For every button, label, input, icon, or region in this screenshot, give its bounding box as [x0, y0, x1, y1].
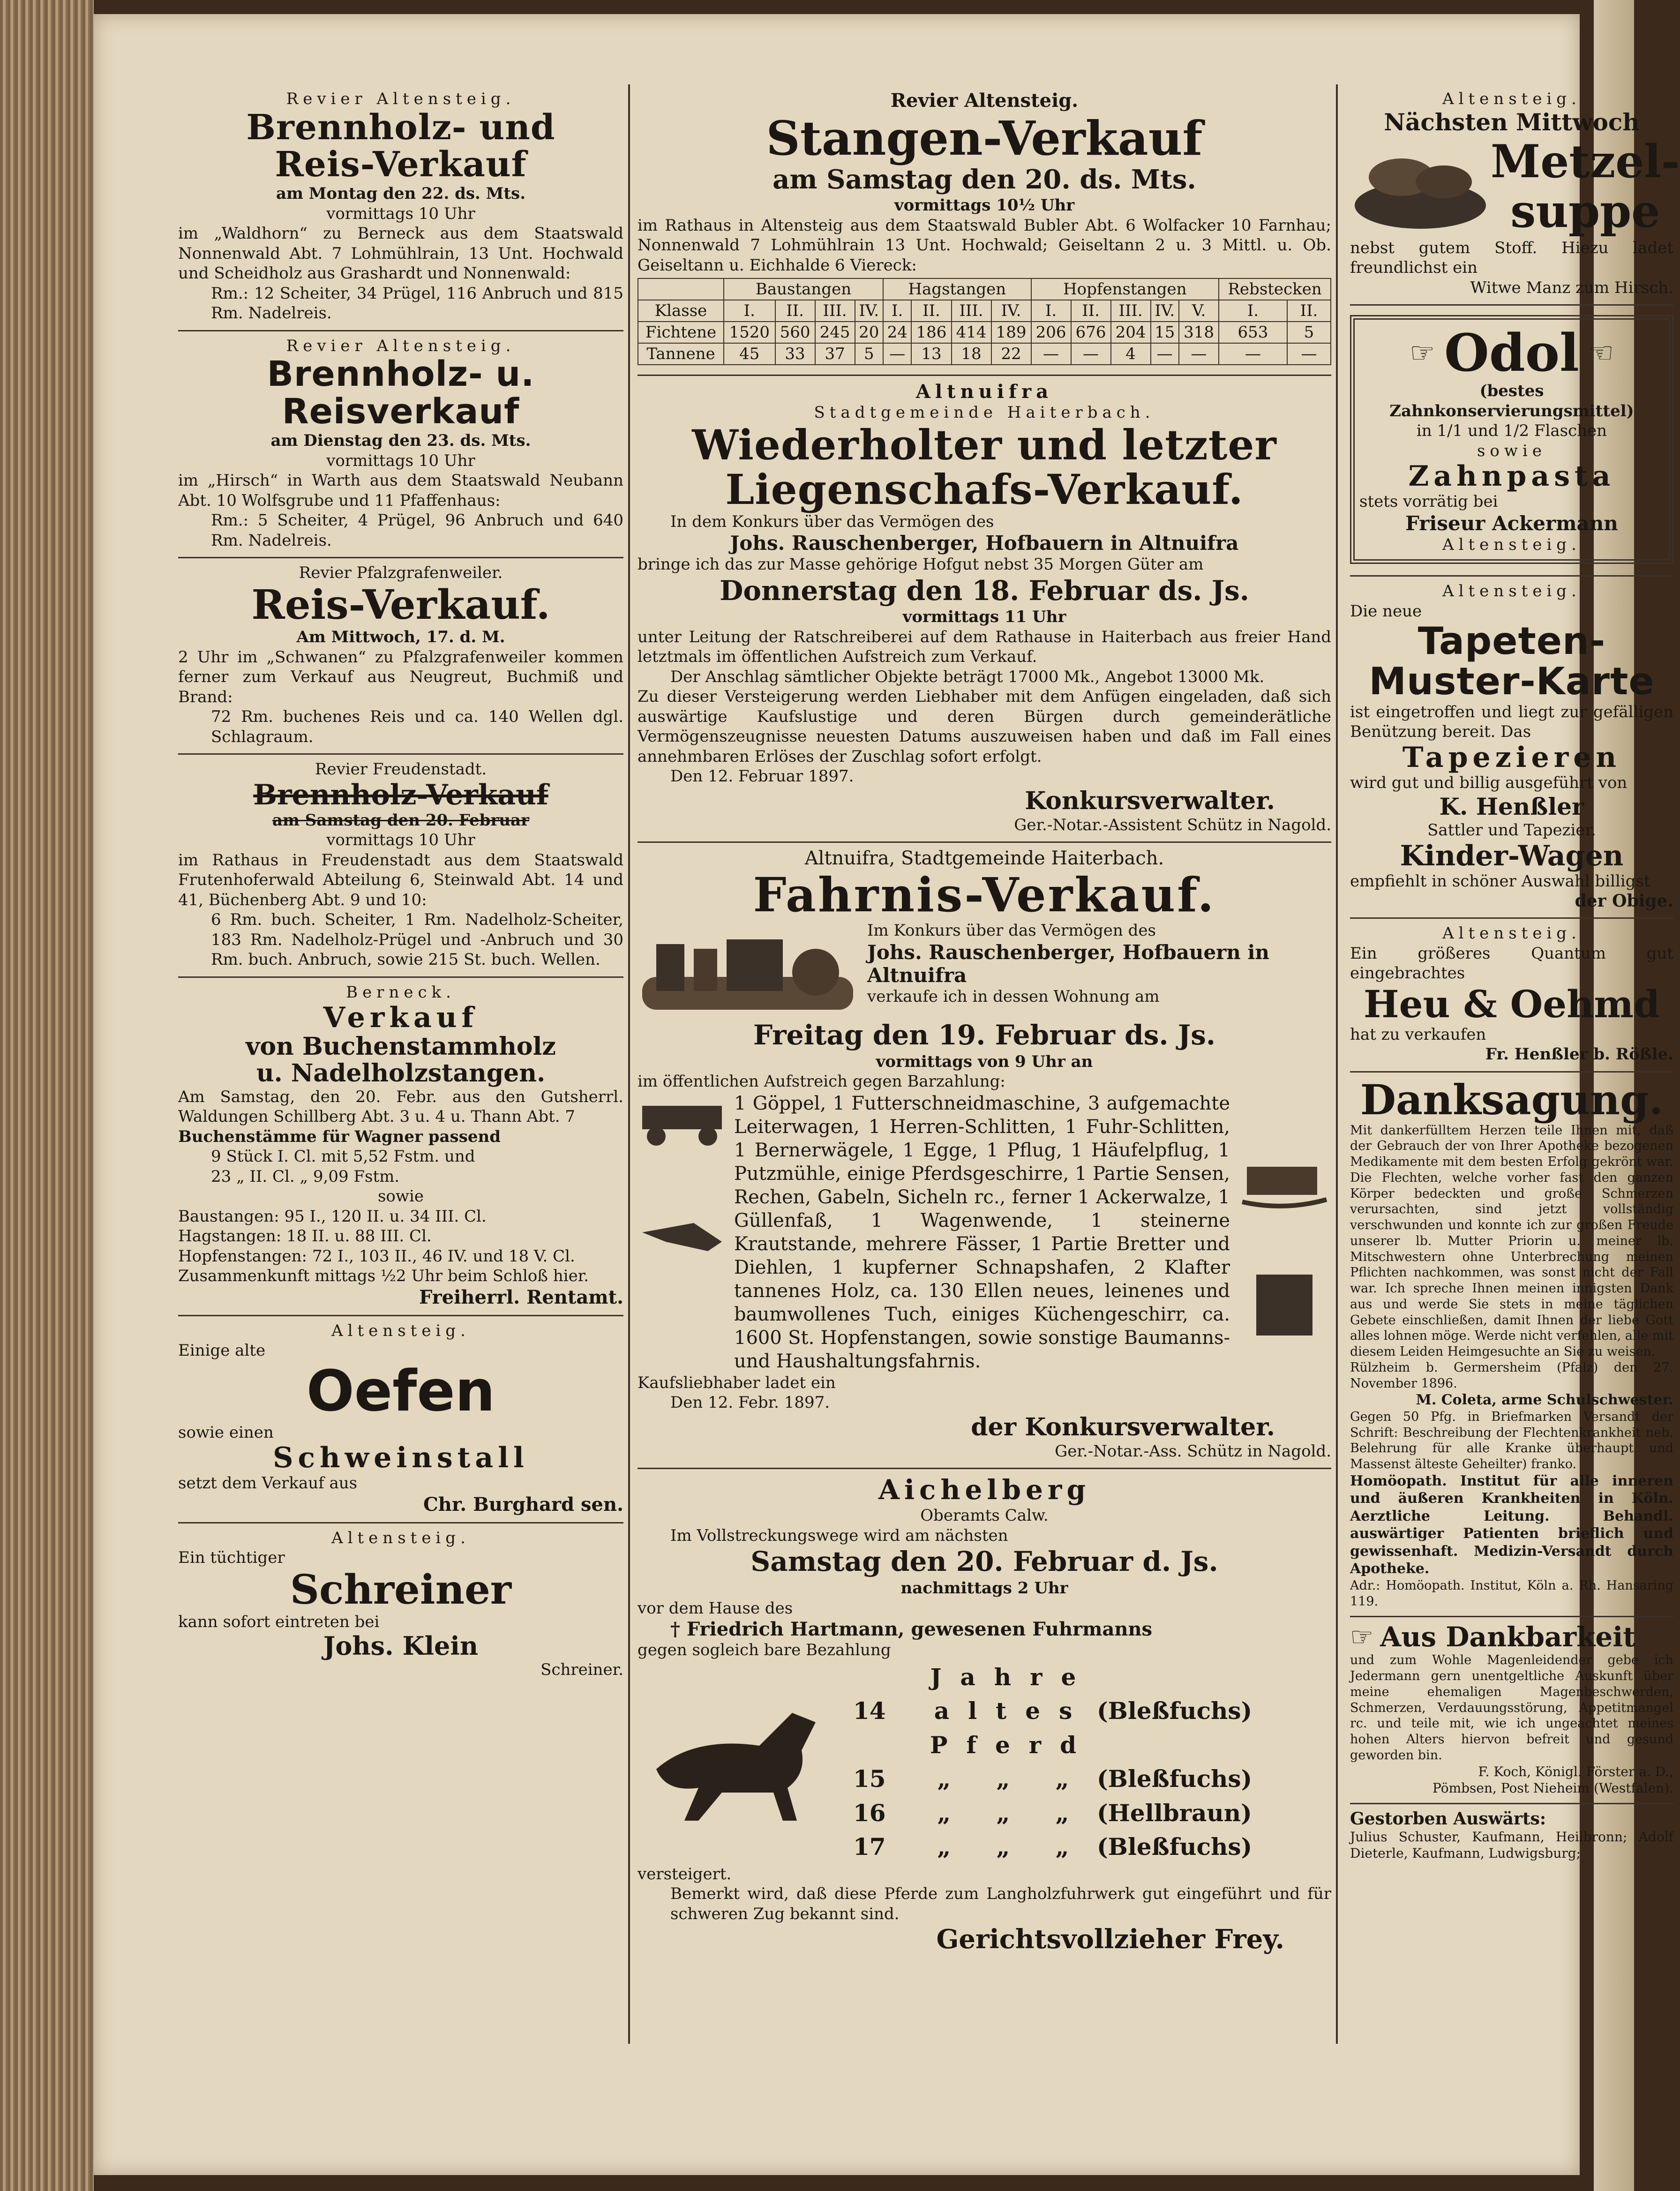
- ad-title: u. Nadelholzstangen.: [256, 1059, 546, 1088]
- ad-brennholz-freudenstadt: [178, 755, 623, 978]
- table-cell: 414: [952, 322, 991, 343]
- ad-title: Brennholz- u.: [267, 354, 535, 395]
- ad-danksagung: [1350, 1073, 1673, 1618]
- ad-place: Altensteig.: [1442, 535, 1581, 554]
- ad-subtitle: Oberamts Calw.: [920, 1506, 1049, 1525]
- ad-date: am Montag den 22. ds. Mts.: [276, 184, 526, 203]
- ad-place: Altensteig.: [1442, 90, 1581, 108]
- table-corner-cell: [638, 278, 724, 300]
- ad-text: Ein tüchtiger: [178, 1548, 285, 1568]
- ad-title: Reisverkauf: [282, 391, 520, 432]
- sausage-bowl-illustration: [1350, 135, 1491, 238]
- ad-title: Reis-Verkauf.: [251, 581, 550, 629]
- table-class-header: IV.: [855, 300, 883, 322]
- ad-role: Schreiner.: [540, 1660, 623, 1680]
- ad-heu-oehmd: [1350, 919, 1673, 1073]
- table-cell: —: [1219, 343, 1287, 365]
- table-cell: 33: [775, 343, 815, 365]
- ad-date: Am Mittwoch, 17. d. M.: [296, 628, 505, 647]
- table-class-header: IV.: [1151, 300, 1179, 322]
- table-group-header: Baustangen: [724, 278, 883, 300]
- plow-illustration: [638, 1204, 727, 1256]
- ad-place: Revier Altensteig.: [286, 336, 516, 355]
- ad-text: Der Anschlag sämtlicher Objekte beträgt 17000 Mk., Angebot 13000 Mk.: [670, 667, 1265, 686]
- table-group-header: Hopfenstangen: [1031, 278, 1219, 300]
- ad-line: 9 Stück I. Cl. mit 5,52 Fstm. und: [211, 1147, 475, 1166]
- ad-text: Ein größeres Quantum gut eingebrachtes: [1350, 944, 1673, 983]
- ad-text: 2 Uhr im „Schwanen“ zu Pfalzgrafenweiler kommen ferner zum Verkauf aus Neugreut, Buchmiß und Brand:: [178, 647, 623, 706]
- column-rule: [628, 84, 630, 2044]
- ad-text: In dem Konkurs über das Vermögen des: [670, 512, 994, 531]
- ad-tapeten: [1350, 577, 1673, 919]
- ad-text: sowie einen: [178, 1423, 274, 1442]
- ad-role: Sattler und Tapezier.: [1427, 821, 1596, 840]
- ad-signature: Konkursverwalter.: [1025, 786, 1275, 815]
- ad-text: kann sofort eintreten bei: [178, 1613, 380, 1632]
- table-group-header: Rebstecken: [1219, 278, 1331, 300]
- sleigh-illustration: [1238, 1157, 1331, 1214]
- ad-subtitle: Stadtgemeinde Haiterbach.: [814, 403, 1155, 422]
- ad-text: sowie: [1477, 441, 1546, 460]
- ad-title: Brennholz-Verkauf: [253, 778, 548, 811]
- ad-address: Adr.: Homöopath. Institut, Köln a. Rh. Hansaring 119.: [1350, 1578, 1673, 1609]
- ad-text: Bemerkt wird, daß diese Pferde zum Langholzfuhrwerk gut eingeführt und für schweren Zug bekannt sind.: [670, 1884, 1331, 1923]
- table-cell: 45: [724, 343, 775, 365]
- table-cell: 4: [1111, 343, 1151, 365]
- ad-item-list: 1 Göppel, 1 Futterschneidmaschine, 3 aufgemachte Leiterwagen, 1 Herren-Schlitten, 1 Fuhr-Schlitten, 1 Bernerwägele, 1 Egge, 1 Pflug, 1 Häufelpflug, 1 Putzmühle, einige Pferdsgeschirre, 1 Partie Sensen, Rechen, Gabeln, Sicheln rc., ferner 1 Ackerwalze, 1 Güllenfaß, 1 Wagenwende, 1 steinerne Krautstande, mehrere Fässer, 1 Partie Bretter und Diehlen, 1 kupferner Schnapshafen, 2 Klafter tannenes Holz, ca. 130 Ellen neues, leinenes und baumwollenes Tuch, einiges Küchengeschirr, ca. 1600 St. Hopfenstangen, sowie sonstige Baumanns- und Haushaltungsfahrnis.: [734, 1092, 1230, 1372]
- ad-place: Revier Altensteig.: [286, 90, 516, 108]
- horse-color: (Bleßfuchs): [1097, 1697, 1252, 1725]
- ad-title: Danksagung.: [1360, 1075, 1664, 1124]
- ad-title: Stangen-Verkauf: [766, 111, 1203, 166]
- table-cell: —: [1151, 343, 1179, 365]
- ad-text: in 1/1 und 1/2 Flaschen: [1416, 421, 1607, 440]
- ad-subtitle: (bestes Zahnkonservierungsmittel): [1389, 382, 1634, 420]
- ad-text: stets vorrätig bei: [1359, 492, 1498, 511]
- newspaper-page: [94, 14, 1680, 2175]
- table-class-header: II.: [911, 300, 951, 322]
- horse-row: [853, 1660, 1331, 1763]
- right-column: [1350, 84, 1680, 2044]
- ad-text: Gegen 50 Pfg. in Briefmarken Versandt der Schrift: Beschreibung der Flechtenkrankheit neb. Belehrung für alle Kranke überhaupt und Massenst älteste Geheilter) franko.: [1350, 1409, 1673, 1472]
- ad-line: Hagstangen: 18 II. u. 88 III. Cl.: [178, 1227, 432, 1246]
- ad-title: Zahnpasta: [1408, 460, 1615, 493]
- ad-title: Verkauf: [323, 1001, 479, 1035]
- table-class-header: I.: [724, 300, 775, 322]
- table-cell: —: [1031, 343, 1071, 365]
- table-cell: 5: [855, 343, 883, 365]
- ad-detail: 6 Rm. buch. Scheiter, 1 Rm. Nadelholz-Scheiter, 183 Rm. Nadelholz-Prügel und -Anbruch und 30 Rm. buch. Anbruch, sowie 215 St. buch. Wellen.: [211, 910, 623, 969]
- ad-text: nebst gutem Stoff. Hiezu ladet freundlichst ein: [1350, 238, 1673, 277]
- ad-date: Donnerstag den 18. Februar ds. Js.: [720, 574, 1249, 607]
- ad-place: Altensteig.: [331, 1528, 470, 1547]
- ad-text: ist eingetroffen und liegt zur gefälligen Benützung bereit. Das: [1350, 702, 1673, 742]
- ad-text: setzt dem Verkauf aus: [178, 1474, 358, 1493]
- ad-title: Fahrnis-Verkauf.: [753, 867, 1216, 923]
- ad-title: Tapezieren: [1402, 741, 1621, 774]
- ad-title: Tapeten-: [1418, 619, 1606, 663]
- table-cell: 189: [991, 322, 1031, 343]
- ad-signature: F. Koch, Königl. Förster a. D.,: [1478, 1763, 1673, 1779]
- ad-signature: Fr. Henßler b. Rößle.: [1485, 1045, 1673, 1064]
- ad-signature: der Obige.: [1575, 891, 1673, 911]
- horse-row: [853, 1796, 1331, 1831]
- ad-title: suppe: [1510, 184, 1660, 238]
- ad-dateline: Den 12. Februar 1897.: [670, 767, 854, 786]
- wagon-illustration: [638, 1096, 727, 1148]
- ad-text: im Rathaus in Altensteig aus dem Staatswald Bubler Abt. 6 Wolfacker 10 Farnhau; Nonnenwald 7 Lohmühlrain 13 Unt. Hochwald; Geiseltann 2 u. 3 Mittl. u. Ob. Geiseltann u. Eichhalde 6 Viereck:: [638, 216, 1331, 275]
- ad-text: verkaufe ich in dessen Wohnung am: [867, 987, 1160, 1006]
- table-cell: 13: [911, 343, 951, 365]
- ad-pferde-versteigerung: [638, 1469, 1331, 1961]
- ad-date: Freitag den 19. Februar ds. Js.: [753, 1019, 1216, 1051]
- ad-place: Berneck.: [346, 983, 456, 1002]
- ad-text: im „Waldhorn“ zu Berneck aus dem Staatswald Nonnenwald Abt. 7 Lohmühlrain, 13 Unt. Hochwald und Scheidholz aus Grashardt und Nonnenwald:: [178, 224, 623, 283]
- ad-signature: Freiherrl. Rentamt.: [419, 1286, 623, 1308]
- ad-signature-role: Ger.-Notar.-Ass. Schütz in Nagold.: [1055, 1441, 1331, 1461]
- table-class-header: IV.: [991, 300, 1031, 322]
- horse-age: 15: [853, 1765, 886, 1793]
- ad-title: Schreiner: [290, 1566, 512, 1613]
- horse-color: (Bleßfuchs): [1097, 1833, 1252, 1861]
- table-cell: 5: [1287, 322, 1331, 343]
- ad-signature: Gerichtsvollzieher Frey.: [936, 1924, 1284, 1955]
- ad-text: hat zu verkaufen: [1350, 1025, 1486, 1044]
- ad-text: Einige alte: [178, 1341, 266, 1360]
- ad-text: empfiehlt in schöner Auswahl billigst: [1350, 871, 1650, 891]
- ad-line: 23 „ II. Cl. „ 9,09 Fstm.: [211, 1167, 400, 1186]
- ad-place: Altensteig.: [1442, 924, 1581, 943]
- table-cell: 318: [1179, 322, 1219, 343]
- pointing-hand-icon: ☜: [1588, 336, 1614, 369]
- ad-text: bringe ich das zur Masse gehörige Hofgut nebst 35 Morgen Güter am: [638, 555, 1204, 574]
- horse-desc: „ „ „: [937, 1765, 1088, 1793]
- ad-title: Reis-Verkauf: [275, 144, 527, 185]
- pointing-hand-icon: ☞: [1350, 1622, 1374, 1653]
- ad-title: Odol: [1444, 323, 1579, 383]
- table-row: [638, 343, 1331, 365]
- ad-name: K. Henßler: [1439, 793, 1584, 821]
- ad-name: Johs. Klein: [323, 1630, 479, 1661]
- ad-text: Kaufsliebhaber ladet ein: [638, 1373, 836, 1392]
- table-cell: 1520: [724, 322, 775, 343]
- ad-text: Mit dankerfülltem Herzen teile Ihnen mit, daß der Gebrauch der von Ihrer Apotheke bezogenen Medikamente mit dem besten Erfolg gekrönt war. Die Flechten, welche vorher fast den ganzen Körper bedeckten und große Schmerzen verursachten, sind jetzt vollständig verschwunden und konnte ich zur großen Freude unserer lb. Mutter Priorin u. meiner lb. Mitschwestern ohne Unterbrechung meinen Pflichten nachkommen, was sonst nicht der Fall war. Ich spreche Ihnen meinen innigsten Dank aus und werde Sie stets in meine täglichen Gebete einschließen, damit Ihnen der liebe Gott alles lohnen möge. Werde nicht verfehlen, alle mit diesem Leiden Heimgesuchte an Sie zu weisen.: [1350, 1123, 1673, 1359]
- ad-liegenschaft: [638, 376, 1331, 843]
- table-cell: 186: [911, 322, 951, 343]
- ad-title: Oefen: [306, 1358, 495, 1424]
- ad-name: Johs. Rauschenberger, Hofbauern in Altnuifra: [730, 532, 1239, 555]
- ad-reis-verkauf: [178, 558, 623, 755]
- pointing-hand-icon: ☞: [1410, 336, 1435, 369]
- ad-signature: Witwe Manz zum Hirsch.: [1470, 278, 1673, 297]
- ad-schreiner: [178, 1523, 623, 1687]
- ad-time: nachmittags 2 Uhr: [900, 1579, 1068, 1598]
- ad-name: Johs. Rauschenberger, Hofbauern in Altnuifra: [867, 940, 1269, 987]
- table-cell: —: [1179, 343, 1219, 365]
- ad-brennholz-montag: [178, 84, 623, 331]
- ad-text: im öffentlichen Aufstreich gegen Barzahlung:: [638, 1072, 1005, 1091]
- table-row-header: Klasse: [638, 300, 724, 322]
- left-column: [178, 84, 623, 2044]
- table-cell: 560: [775, 322, 815, 343]
- horse-list: [853, 1660, 1331, 1864]
- horse-color: (Bleßfuchs): [1097, 1765, 1252, 1793]
- ad-date: am Samstag den 20. ds. Mts.: [772, 164, 1196, 195]
- ad-time: vormittags 10 Uhr: [326, 831, 475, 850]
- table-class-header: I.: [1219, 300, 1287, 322]
- table-row-label: Fichtene: [638, 322, 724, 343]
- ad-text: und zum Wohle Magenleidender gebe ich Jedermann gern unentgeltliche Auskunft über meine ehemaligen Magenbeschwerden, Schmerzen, Verdauungsstörung, Appetitmangel rc. und teile mit, wie ich ungeachtet meines hohen Alters hiervon befreit und gesund geworden bin.: [1350, 1653, 1673, 1763]
- ad-title: Brennholz- und: [246, 107, 555, 148]
- ad-stangen-verkauf: [638, 84, 1331, 376]
- ad-oefen: [178, 1316, 623, 1523]
- horse-illustration: [638, 1694, 844, 1830]
- ad-title: Nächsten Mittwoch: [1384, 108, 1640, 136]
- ad-place: Revier Pfalzgrafenweiler.: [299, 563, 503, 583]
- table-class-header: II.: [1287, 300, 1331, 322]
- ad-name: † Friedrich Hartmann, gewesenen Fuhrmanns: [670, 1618, 1153, 1641]
- table-cell: —: [883, 343, 911, 365]
- ad-title: von Buchenstammholz: [246, 1032, 556, 1061]
- ad-dateline: Rülzheim b. Germersheim (Pfalz) den 27. November 1896.: [1350, 1360, 1673, 1391]
- ad-place: Altensteig.: [331, 1321, 470, 1340]
- ad-buchenstammholz: [178, 978, 623, 1316]
- table-class-header: III.: [1111, 300, 1151, 322]
- table-cell: 22: [991, 343, 1031, 365]
- horse-desc: „ „ „: [937, 1799, 1088, 1827]
- ad-date: Samstag den 20. Februar d. Js.: [750, 1546, 1218, 1578]
- ad-text: versteigert.: [638, 1864, 732, 1883]
- ad-detail: 72 Rm. buchenes Reis und ca. 140 Wellen dgl. Schlagraum.: [211, 707, 623, 746]
- ad-place: Altnuifra: [915, 381, 1053, 403]
- ad-aus-dankbarkeit: [1350, 1617, 1673, 1804]
- ad-title: Muster-Karte: [1369, 660, 1655, 704]
- table-cell: 204: [1111, 322, 1151, 343]
- ad-text: Zusammenkunft mittags ½2 Uhr beim Schloß hier.: [178, 1267, 589, 1286]
- table-row-label: Tannene: [638, 343, 724, 365]
- farm-scene-illustration: [638, 921, 858, 1019]
- ad-place: Aichelberg: [878, 1474, 1091, 1506]
- table-class-header: I.: [883, 300, 911, 322]
- horse-color: (Hellbraun): [1097, 1799, 1252, 1827]
- ad-brennholz-dienstag: [178, 331, 623, 558]
- ad-text: Zu dieser Versteigerung werden Liebhaber mit dem Anfügen eingeladen, daß sich auswärtige Kaufslustige und deren Bürgen durch gemeinderätliche Vermögenszeugnisse neuesten Datums auszuweisen haben und daß im Fall eines annehmbaren Erlöses der Zuschlag sofort erfolgt.: [638, 687, 1331, 766]
- ad-text: vor dem Hause des: [638, 1598, 793, 1618]
- ad-title: Liegenschafs-Verkauf.: [725, 465, 1244, 514]
- table-row: [638, 322, 1331, 343]
- table-class-header: II.: [775, 300, 815, 322]
- ad-text: Im Konkurs über das Vermögen des: [867, 921, 1156, 940]
- ad-metzelsuppe: [1350, 84, 1680, 306]
- ad-title: Kinder-Wagen: [1400, 839, 1624, 872]
- ad-signature: der Konkursverwalter.: [971, 1412, 1275, 1441]
- ad-detail: Rm.: 5 Scheiter, 4 Prügel, 96 Anbruch und 640 Rm. Nadelreis.: [211, 511, 623, 550]
- table-class-header: V.: [1179, 300, 1219, 322]
- ad-text: Am Samstag, den 20. Febr. aus den Gutsherrl. Waldungen Schillberg Abt. 3 u. 4 u. Thann Abt. 7: [178, 1087, 623, 1126]
- table-group-header: Hagstangen: [883, 278, 1031, 300]
- horse-desc: „ „ „: [937, 1833, 1088, 1861]
- horse-age: 17: [853, 1833, 886, 1861]
- ad-text: Im Vollstreckungswege wird am nächsten: [670, 1526, 1008, 1545]
- book-page-edges: [0, 0, 94, 2191]
- ad-odol: [1350, 306, 1673, 577]
- ad-text: im „Hirsch“ in Warth aus dem Staatswald Neubann Abt. 10 Wolfsgrube und 11 Pfaffenhaus:: [178, 471, 623, 510]
- ad-institute: Homöopath. Institut für alle inneren und äußeren Krankheiten in Köln. Aerztliche Leitung. Behandl. auswärtiger Patienten brieflich und gewissenhaft. Medizin-Versandt durch Apotheke.: [1350, 1472, 1673, 1577]
- horse-age: 14: [853, 1697, 886, 1725]
- table-cell: 15: [1151, 322, 1179, 343]
- ad-line: sowie: [377, 1187, 424, 1206]
- ad-time: vormittags 11 Uhr: [902, 608, 1066, 627]
- ad-detail: Rm.: 12 Scheiter, 34 Prügel, 116 Anbruch und 815 Rm. Nadelreis.: [211, 284, 623, 323]
- stangen-table: [638, 278, 1331, 365]
- table-cell: —: [1071, 343, 1111, 365]
- ad-place: Revier Altensteig.: [890, 90, 1079, 112]
- ad-title: Metzel-: [1491, 135, 1680, 188]
- table-cell: 676: [1071, 322, 1111, 343]
- table-cell: 37: [815, 343, 855, 365]
- table-cell: 24: [883, 322, 911, 343]
- ad-signature: Friseur Ackermann: [1405, 511, 1618, 535]
- ad-title: Heu & Oehmd: [1364, 982, 1660, 1026]
- ad-fahrnis-verkauf: [638, 843, 1331, 1469]
- table-class-header: III.: [952, 300, 991, 322]
- table-cell: 206: [1031, 322, 1071, 343]
- ad-place: Altnuifra, Stadtgemeinde Haiterbach.: [804, 848, 1164, 870]
- ad-place: Revier Freudenstadt.: [315, 760, 487, 779]
- ad-signature-place: Pömbsen, Post Nieheim (Westfalen).: [1432, 1780, 1673, 1796]
- ad-gestorben: [1350, 1804, 1673, 1868]
- ad-dateline: Den 12. Febr. 1897.: [670, 1393, 830, 1412]
- table-cell: 245: [815, 322, 855, 343]
- ad-title: Wiederholter und letzter: [692, 420, 1277, 469]
- ad-time: vormittags 10 Uhr: [326, 451, 475, 470]
- table-cell: —: [1287, 343, 1331, 365]
- ad-text: im Rathaus in Freudenstadt aus dem Staatswald Frutenhoferwald Abteilung 6, Steinwald Abt. 14 und 41, Büchenberg Abt. 9 und 10:: [178, 850, 623, 909]
- table-cell: 20: [855, 322, 883, 343]
- press-illustration: [1238, 1270, 1331, 1340]
- horse-age: 16: [853, 1799, 886, 1827]
- column-rule: [1336, 84, 1338, 2044]
- ad-subtitle: Buchenstämme für Wagner passend: [178, 1127, 501, 1146]
- ad-signature: M. Coleta, arme Schulschwester.: [1416, 1392, 1673, 1409]
- ad-signature-role: Ger.-Notar.-Assistent Schütz in Nagold.: [1014, 815, 1331, 834]
- ad-text: Julius Schuster, Kaufmann, Heilbronn; Adolf Dieterle, Kaufmann, Ludwigsburg;: [1350, 1829, 1673, 1861]
- ad-line: Hopfenstangen: 72 I., 103 II., 46 IV. und 18 V. Cl.: [178, 1246, 575, 1266]
- table-cell: 653: [1219, 322, 1287, 343]
- ad-time: vormittags von 9 Uhr an: [876, 1052, 1093, 1071]
- table-cell: 18: [952, 343, 991, 365]
- ad-date: am Samstag den 20. Februar: [272, 810, 530, 830]
- ad-text: gegen sogleich bare Bezahlung: [638, 1641, 891, 1660]
- ad-place: Altensteig.: [1442, 582, 1581, 600]
- ad-date: am Dienstag den 23. ds. Mts.: [270, 431, 531, 450]
- horse-row: [853, 1830, 1331, 1864]
- ad-title: Schweinstall: [273, 1441, 529, 1475]
- table-class-header: I.: [1031, 300, 1071, 322]
- table-class-header: II.: [1071, 300, 1111, 322]
- horse-row: [853, 1762, 1331, 1796]
- ad-title: Aus Dankbarkeit: [1380, 1621, 1636, 1653]
- ad-signature: Chr. Burghard sen.: [423, 1493, 623, 1516]
- ad-text: unter Leitung der Ratschreiberei auf dem Rathause in Haiterbach aus freier Hand letztmals im öffentlichen Aufstreich zum Verkauf.: [638, 627, 1331, 667]
- horse-desc: Jahre altes Pferd: [930, 1663, 1095, 1759]
- middle-column: [638, 84, 1331, 2044]
- ad-title: Gestorben Auswärts:: [1350, 1808, 1546, 1829]
- ad-text: Die neue: [1350, 601, 1422, 621]
- ad-line: Baustangen: 95 I., 120 II. u. 34 III. Cl.: [178, 1207, 487, 1226]
- ad-text: wird gut und billig ausgeführt von: [1350, 773, 1628, 792]
- ad-time: vormittags 10 Uhr: [326, 204, 475, 223]
- table-class-header: III.: [815, 300, 855, 322]
- ad-time: vormittags 10½ Uhr: [894, 196, 1075, 215]
